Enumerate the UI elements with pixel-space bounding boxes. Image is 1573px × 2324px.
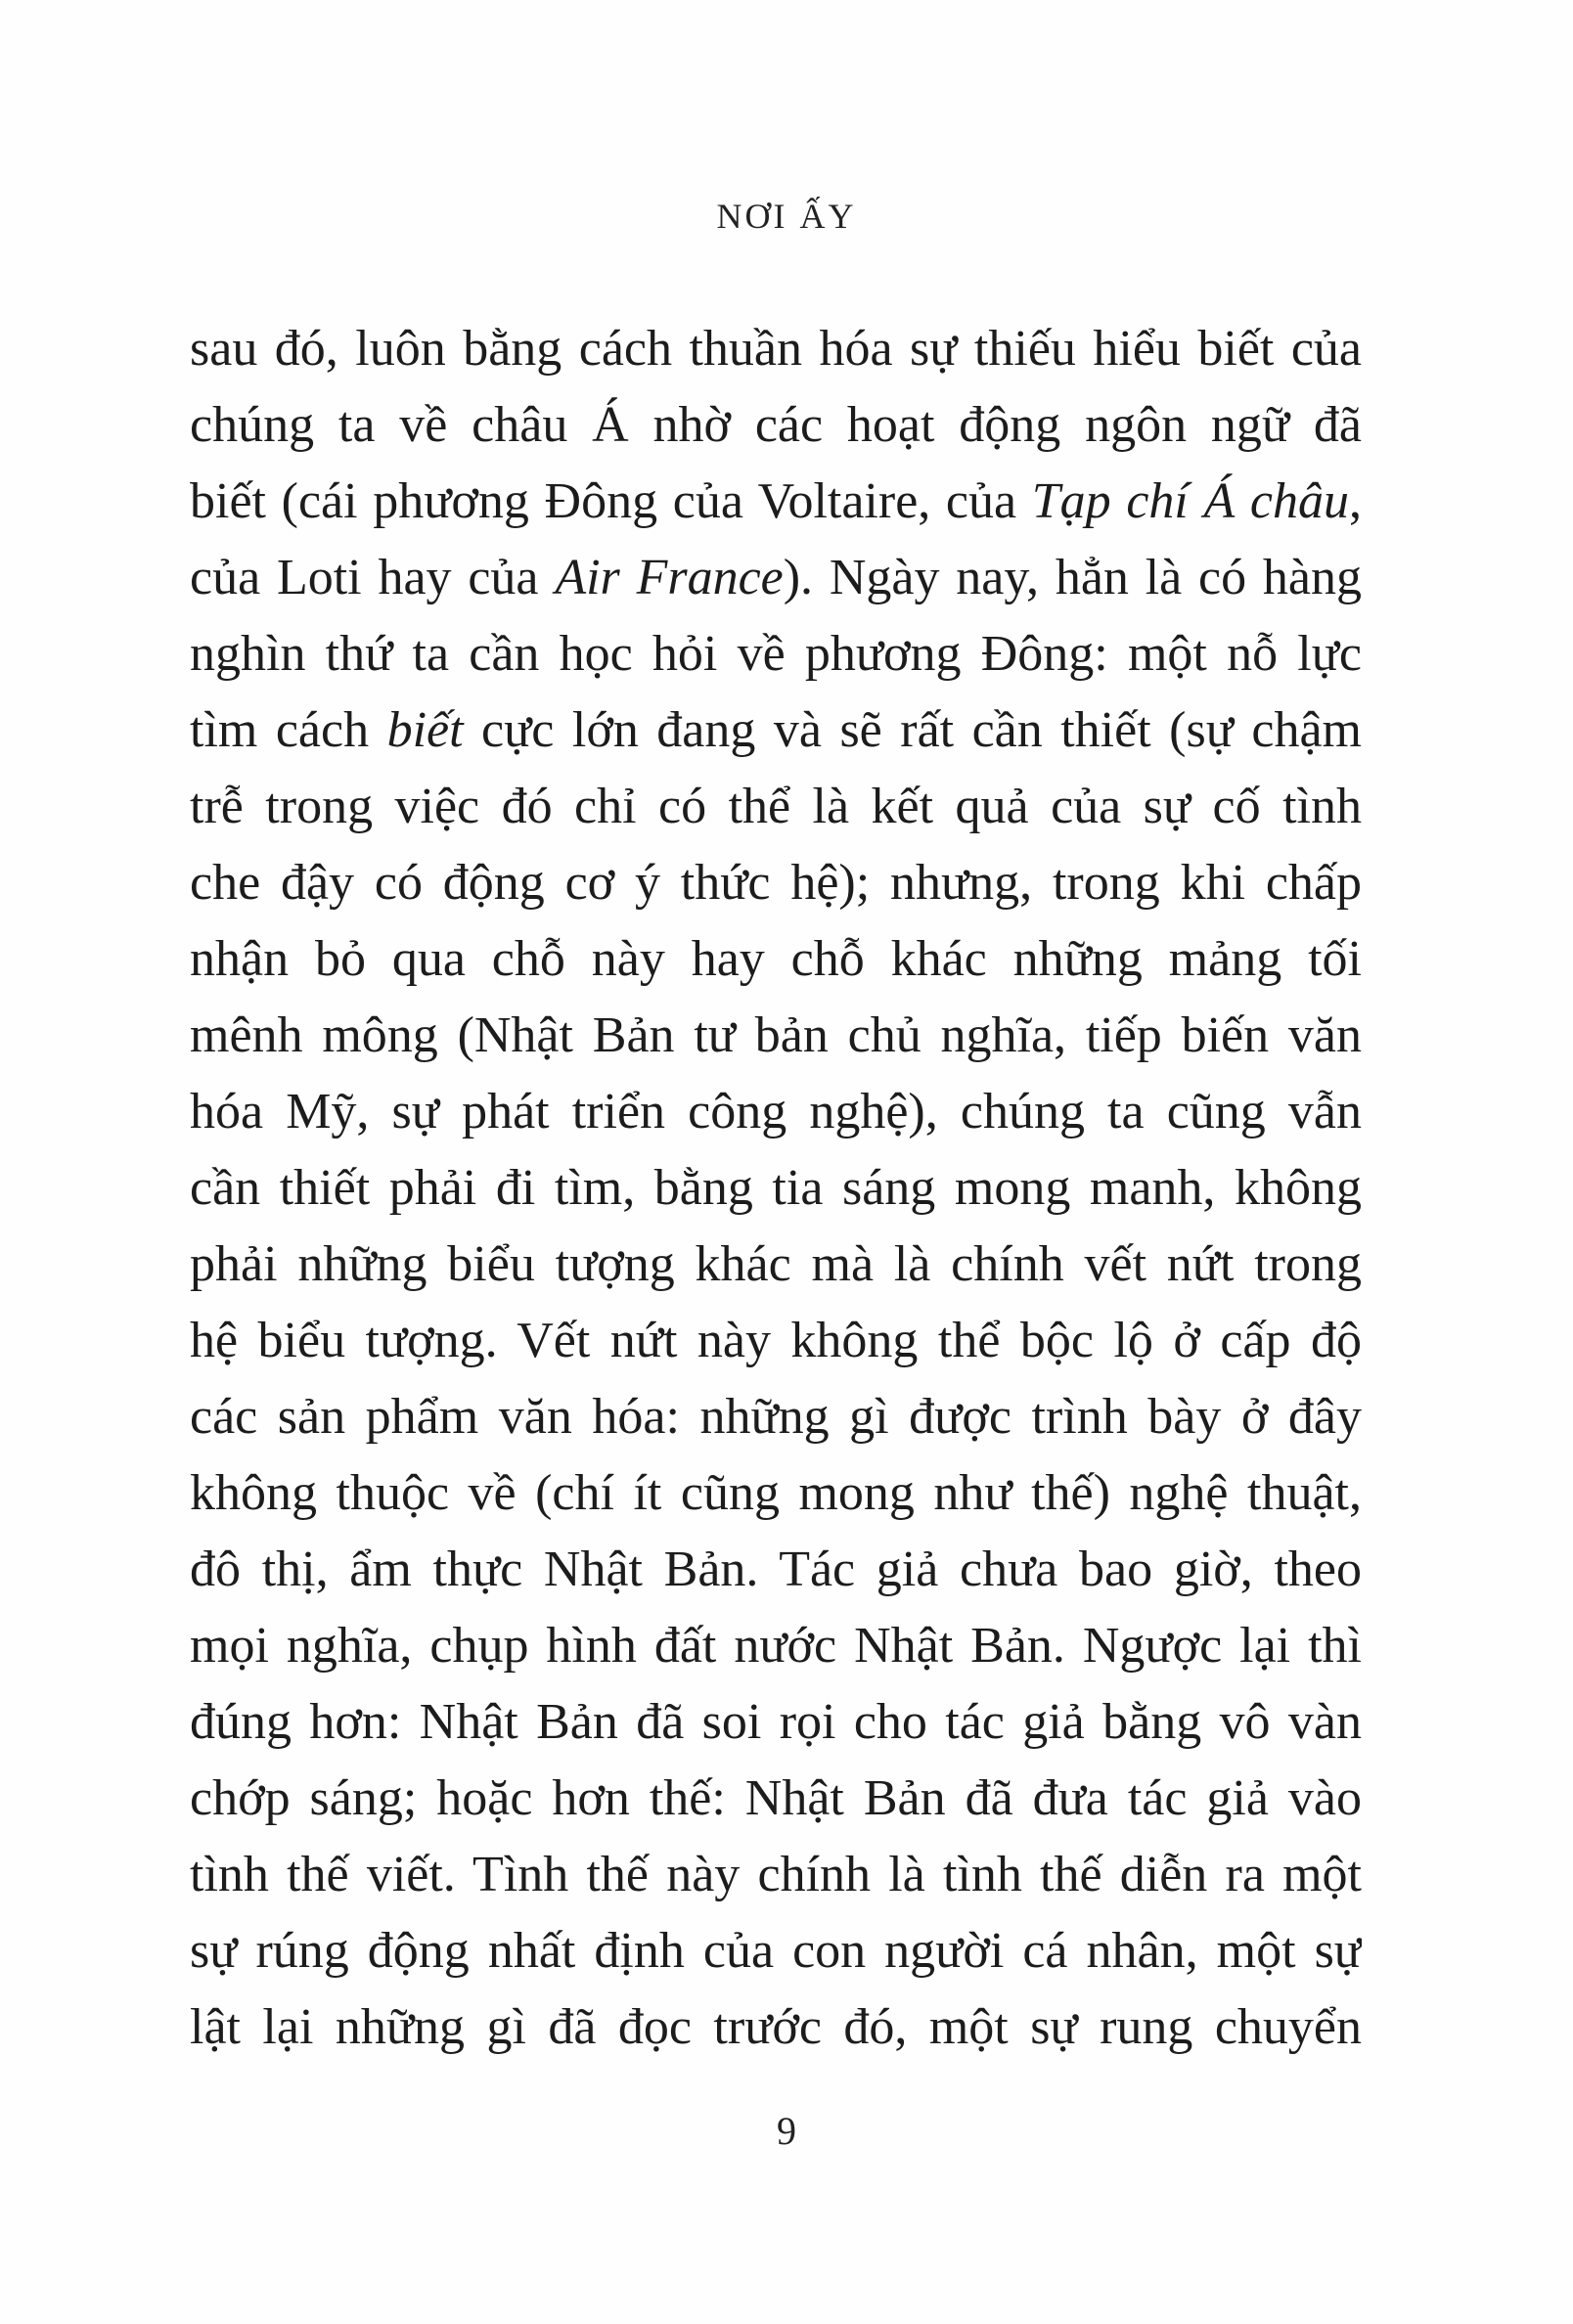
text-line [190,1913,1362,1989]
text-segment: chúng ta về châu Á nhờ các hoạt động ngôn ngữ đã [190,397,1362,453]
text-line [190,998,1362,1074]
italic-text: biết [386,702,464,758]
text-segment: cực lớn đang và sẽ rất cần thiết (sự chậm [463,702,1362,758]
text-line [190,1303,1362,1379]
text-line [190,769,1362,845]
text-segment: sau đó, luôn bằng cách thuần hóa sự thiếu hiểu biết của [190,321,1362,377]
text-line [190,921,1362,998]
text-line [190,845,1362,921]
page-number: 9 [777,2109,796,2153]
text-line [190,540,1362,616]
body-text [190,311,1362,2066]
text-segment: hóa Mỹ, sự phát triển công nghệ), chúng ta cũng vẫn [190,1084,1362,1140]
text-segment: lật lại những gì đã đọc trước đó, một sự rung chuyển [190,1999,1362,2055]
text-line [190,616,1362,693]
text-segment: đúng hơn: Nhật Bản đã soi rọi cho tác giả bằng vô vàn [190,1694,1362,1750]
text-segment: mọi nghĩa, chụp hình đất nước Nhật Bản. Ngược lại thì [190,1618,1362,1674]
text-segment: không thuộc về (chí ít cũng mong như thế) nghệ thuật, [190,1465,1362,1521]
text-segment: tìm cách [190,702,387,758]
text-segment: sự rúng động nhất định của con người cá nhân, một sự [190,1923,1362,1979]
text-segment: nhận bỏ qua chỗ này hay chỗ khác những mảng tối [190,931,1362,987]
text-segment: chớp sáng; hoặc hơn thế: Nhật Bản đã đưa tác giả vào [190,1770,1362,1826]
italic-text: Tạp chí Á châu [1031,473,1349,529]
text-segment: của Loti hay của [190,550,556,605]
text-segment: che đậy có động cơ ý thức hệ); nhưng, trong khi chấp [190,855,1362,911]
text-segment: tình thế viết. Tình thế này chính là tình thế diễn ra một [190,1847,1362,1902]
text-segment: nghìn thứ ta cần học hỏi về phương Đông: một nỗ lực [190,626,1362,682]
italic-text: Air France [555,550,784,605]
text-line [190,464,1362,540]
text-line [190,1074,1362,1150]
text-line [190,1455,1362,1532]
text-line [190,693,1362,769]
text-segment: , [1349,473,1362,529]
text-line [190,1150,1362,1227]
running-head: NƠI ẤY [716,197,857,236]
text-segment: hệ biểu tượng. Vết nứt này không thể bộc lộ ở cấp độ [190,1313,1362,1368]
text-line [190,1684,1362,1761]
text-segment: cần thiết phải đi tìm, bằng tia sáng mong manh, không [190,1160,1362,1216]
text-line [190,311,1362,387]
text-segment: ). Ngày nay, hẳn là có hàng [783,550,1362,605]
text-segment: đô thị, ẩm thực Nhật Bản. Tác giả chưa bao giờ, theo [190,1542,1362,1597]
text-line [190,1227,1362,1303]
text-segment: phải những biểu tượng khác mà là chính vết nứt trong [190,1236,1362,1292]
text-line [190,1837,1362,1913]
text-segment: biết (cái phương Đông của Voltaire, của [190,473,1032,529]
text-line [190,1379,1362,1455]
text-segment: trễ trong việc đó chỉ có thể là kết quả của sự cố tình [190,779,1362,834]
text-line [190,1989,1362,2066]
text-line [190,1608,1362,1684]
text-segment: mênh mông (Nhật Bản tư bản chủ nghĩa, tiếp biến văn [190,1007,1362,1063]
text-segment: các sản phẩm văn hóa: những gì được trình bày ở đây [190,1389,1362,1445]
text-line [190,1532,1362,1608]
text-line [190,1761,1362,1837]
text-line [190,387,1362,464]
